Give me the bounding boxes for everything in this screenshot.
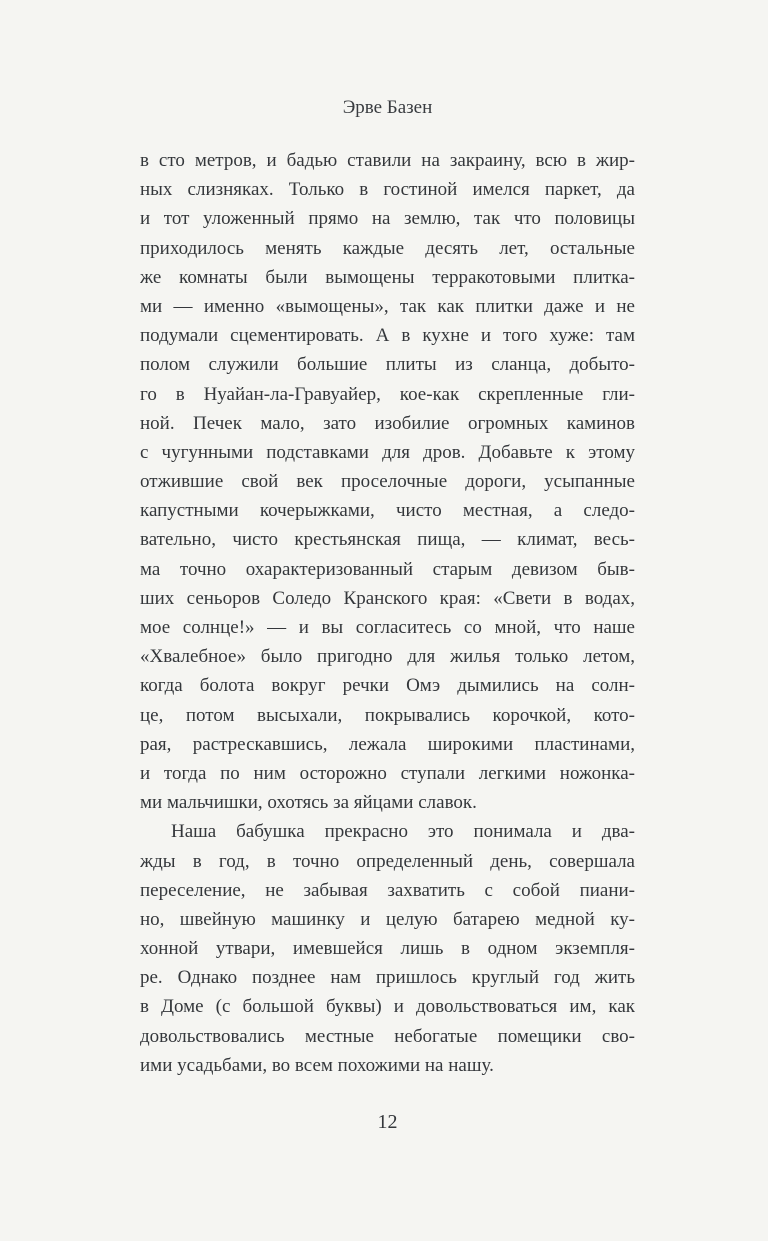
text-line: переселение, не забывая захватить с собой пиани- — [140, 879, 635, 901]
text-line: капустными кочерыжками, чисто местная, а следо- — [140, 500, 635, 522]
text-line: ми мальчишки, охотясь за яйцами славок. — [140, 792, 477, 814]
text-line: рая, растрескавшись, лежала широкими пластинами, — [140, 733, 635, 755]
paragraph — [140, 817, 635, 1080]
text-line: и тогда по ним осторожно ступали легкими ножонка- — [140, 762, 635, 784]
running-header-author: Эрве Базен — [342, 97, 433, 118]
text-line: ими усадьбами, во всем похожими на нашу. — [140, 1054, 494, 1076]
text-line: це, потом высыхали, покрывались корочкой, кото- — [140, 704, 635, 726]
text-line: же комнаты были вымощены терракотовыми плитка- — [140, 266, 635, 288]
text-line: хонной утвари, имевшейся лишь в одном экземпля- — [140, 938, 635, 960]
text-line: и тот уложенный прямо на землю, так что половицы — [140, 208, 635, 230]
text-line: мое солнце!» — и вы согласитесь со мной, что наше — [140, 617, 635, 638]
page-text — [140, 146, 635, 1080]
text-line: в Доме (с большой буквы) и довольствоваться им, как — [140, 996, 635, 1018]
text-line: ной. Печек мало, зато изобилие огромных каминов — [140, 412, 635, 434]
text-line: жды в год, в точно определенный день, совершала — [140, 850, 635, 872]
text-line: вательно, чисто крестьянская пища, — климат, весь- — [140, 529, 635, 551]
text-line: полом служили большие плиты из сланца, добыто- — [140, 354, 635, 376]
text-line: подумали сцементировать. А в кухне и того хуже: там — [140, 325, 635, 347]
paragraph — [140, 146, 635, 817]
text-line: ре. Однако позднее нам пришлось круглый год жить — [140, 967, 635, 989]
text-line: с чугунными подставками для дров. Добавьте к этому — [140, 441, 635, 463]
text-line: довольствовались местные небогатые помещики сво- — [140, 1025, 635, 1047]
text-line: когда болота вокруг речки Омэ дымились на солн- — [140, 675, 635, 697]
text-line: «Хвалебное» было пригодно для жилья только летом, — [140, 646, 635, 668]
text-line: Наша бабушка прекрасно это понимала и два- — [171, 821, 635, 843]
text-line: в сто метров, и бадью ставили на закраину, всю в жир- — [140, 150, 635, 171]
text-line: отжившие свой век проселочные дороги, усыпанные — [140, 471, 635, 493]
text-line: ных слизняках. Только в гостиной имелся паркет, да — [140, 179, 635, 201]
text-line: ма точно охарактеризованный старым девизом быв- — [140, 558, 635, 580]
text-line: ших сеньоров Соледо Кранского края: «Свети в водах, — [140, 587, 635, 609]
text-line: приходилось менять каждые десять лет, остальные — [140, 237, 635, 259]
page-number: 12 — [377, 1111, 398, 1133]
text-line: го в Нуайан-ла-Гравуайер, кое-как скрепленные гли- — [140, 383, 635, 405]
text-line: но, швейную машинку и целую батарею медной ку- — [140, 908, 635, 930]
text-line: ми — именно «вымощены», так как плитки даже и не — [140, 295, 635, 317]
